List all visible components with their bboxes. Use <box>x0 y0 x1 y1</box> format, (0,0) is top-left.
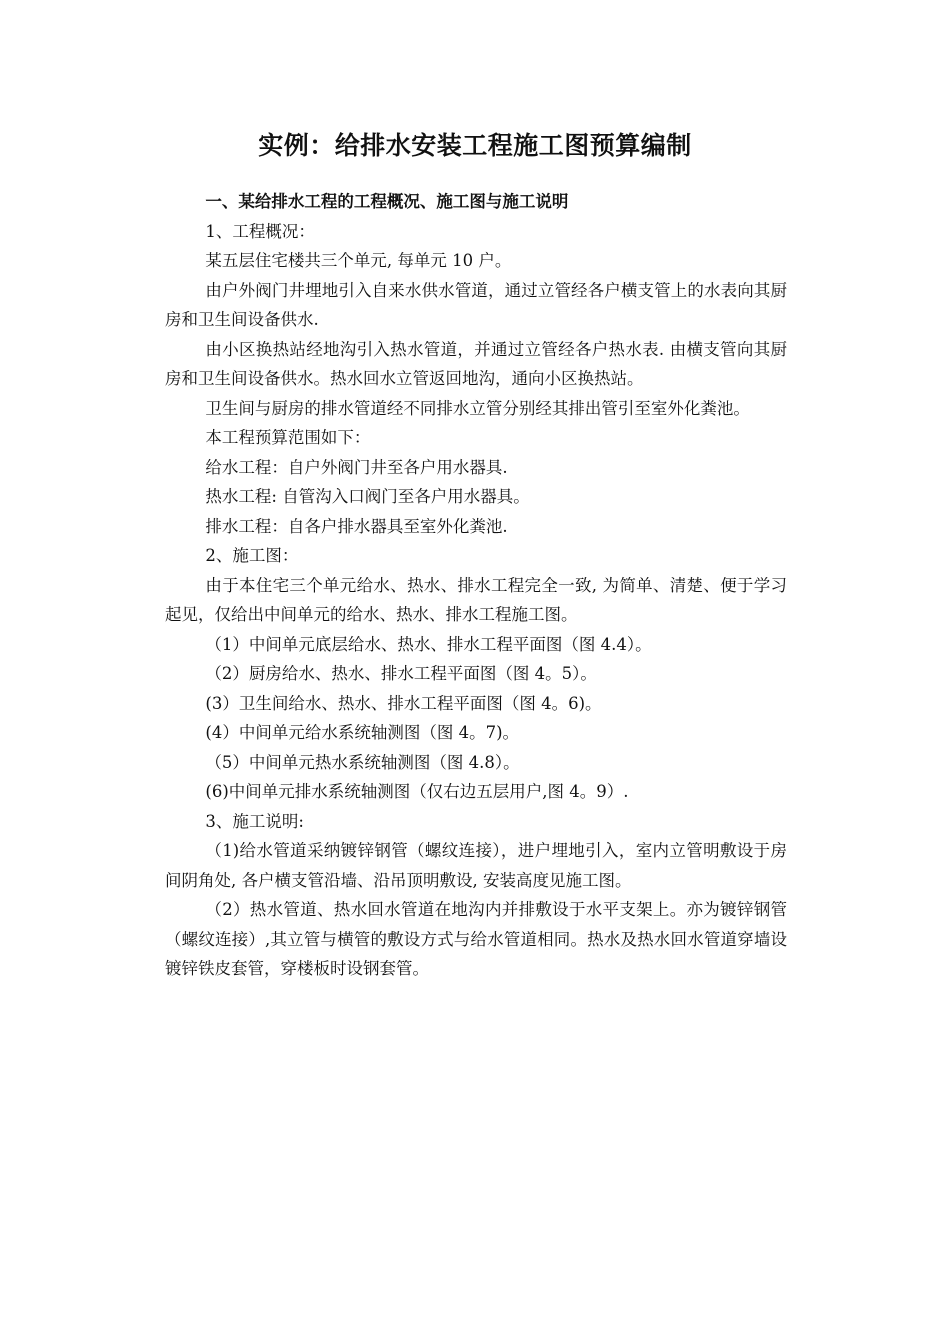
paragraph-water-supply: 由户外阀门井埋地引入自来水供水管道，通过立管经各户横支管上的水表向其厨房和卫生间设备供水. <box>165 280 787 329</box>
paragraph-drainage: 卫生间与厨房的排水管道经不同排水立管分别经其排出管引至室外化粪池。 <box>205 398 750 418</box>
paragraph-drawings-intro: 由于本住宅三个单元给水、热水、排水工程完全一致, 为简单、清楚、便于学习起见，仅给出中间单元的给水、热水、排水工程施工图。 <box>165 575 787 624</box>
paragraph-drawings-heading: 2、施工图： <box>205 546 299 565</box>
drawing-list-item-3: (3）卫生间给水、热水、排水工程平面图（图 4。6)。 <box>205 693 602 713</box>
document-body <box>165 187 787 984</box>
construction-note-1: （1)给水管道采纳镀锌钢管（螺纹连接），进户埋地引入，室内立管明敷设于房间阴角处, 各户横支管沿墙、沿吊顶明敷设, 安装高度见施工图。 <box>165 841 787 890</box>
paragraph-overview-heading: 1、工程概况： <box>205 221 315 241</box>
paragraph-scope-hot-water: 热水工程: 自管沟入口阀门至各户用水器具。 <box>205 487 530 506</box>
paragraph-scope-water: 给水工程：自户外阀门井至各户用水器具. <box>205 457 508 477</box>
paragraph-construction-notes-heading: 3、施工说明: <box>205 811 304 831</box>
drawing-list-item-5: （5）中间单元热水系统轴测图（图 4.8）。 <box>205 752 520 772</box>
drawing-list-item-2: （2）厨房给水、热水、排水工程平面图（图 4。5）。 <box>205 664 597 683</box>
drawing-list-item-6: (6)中间单元排水系统轴测图（仅右边五层用户,图 4。9）. <box>205 782 629 801</box>
paragraph-scope-drainage: 排水工程：自各户排水器具至室外化粪池. <box>205 516 508 536</box>
paragraph-building-summary: 某五层住宅楼共三个单元, 每单元 10 户。 <box>205 251 512 270</box>
construction-note-2: （2）热水管道、热水回水管道在地沟内并排敷设于水平支架上。亦为镀锌钢管（螺纹连接）,其立管与横管的敷设方式与给水管道相同。热水及热水回水管道穿墙设镀锌铁皮套管，穿楼板时设钢套管。 <box>165 900 787 978</box>
section-heading: 一、某给排水工程的工程概况、施工图与施工说明 <box>205 192 569 211</box>
paragraph-budget-scope: 本工程预算范围如下： <box>205 428 371 447</box>
drawing-list-item-4: (4）中间单元给水系统轴测图（图 4。7)。 <box>205 723 520 742</box>
drawing-list-item-1: （1）中间单元底层给水、热水、排水工程平面图（图 4.4）。 <box>205 634 652 654</box>
document-title: 实例：给排水安装工程施工图预算编制 <box>258 131 692 160</box>
paragraph-hot-water-supply: 由小区换热站经地沟引入热水管道，并通过立管经各户热水表. 由横支管向其厨房和卫生间设备供水。热水回水立管返回地沟，通向小区换热站。 <box>165 339 787 388</box>
